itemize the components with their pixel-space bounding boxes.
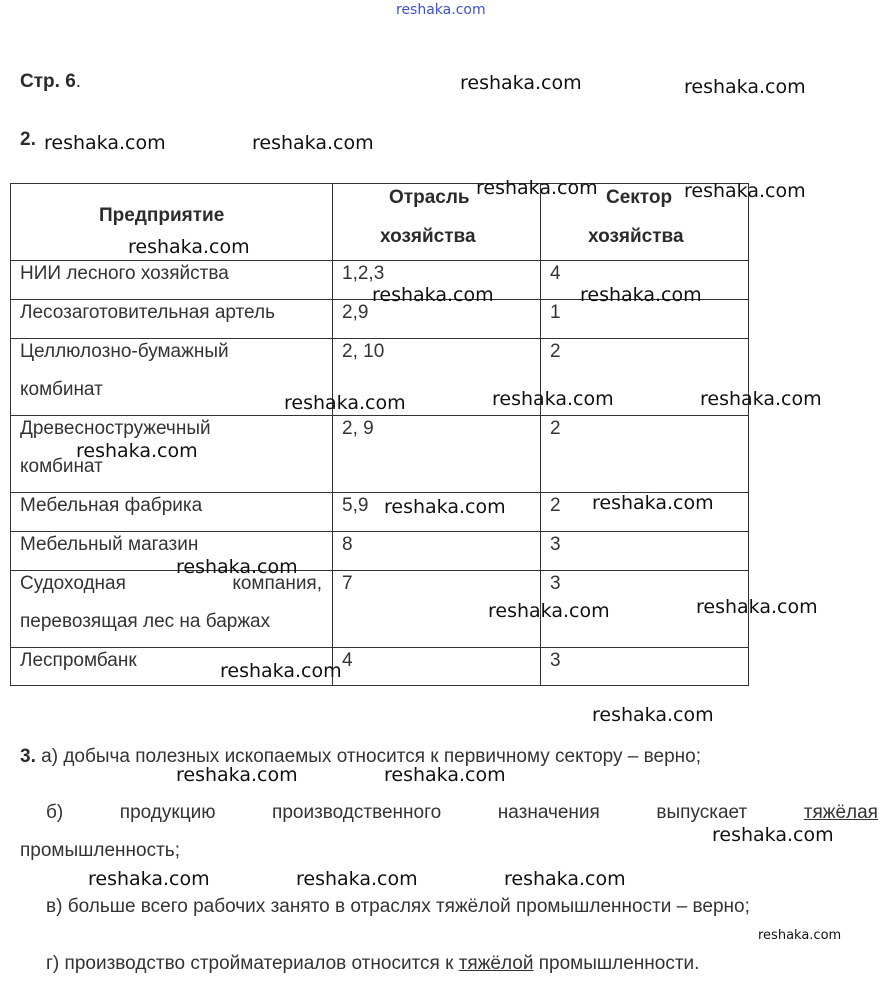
row-3-enterprise-line2: комбинат xyxy=(20,379,103,400)
g-text-before: г) производство стройматериалов относится к xyxy=(46,953,459,974)
watermark: reshaka.com xyxy=(460,72,582,94)
task-3-item-a xyxy=(20,746,701,768)
watermark: reshaka.com xyxy=(684,180,806,202)
task-3-item-b-line2: промышленность; xyxy=(20,840,180,861)
row-7-word-1: Судоходная xyxy=(20,573,126,594)
page-heading: Стр. 6. xyxy=(20,71,82,92)
watermark: reshaka.com xyxy=(88,868,210,890)
row-1-enterprise: НИИ лесного хозяйства xyxy=(20,263,229,284)
row-2-sector: 1 xyxy=(550,302,561,323)
task-3-item-g xyxy=(46,953,699,975)
watermark: reshaka.com xyxy=(384,496,506,518)
task-3-label: 3. xyxy=(20,746,36,767)
b-word-5: выпускает xyxy=(656,802,748,823)
row-1-sector: 4 xyxy=(550,263,561,284)
row-6-sector: 3 xyxy=(550,534,561,555)
watermark: reshaka.com xyxy=(372,284,494,306)
row-5-branch: 5,9 xyxy=(342,495,369,516)
row-5-sector: 2 xyxy=(550,495,561,516)
task-3-item-b-line1 xyxy=(46,802,878,824)
row-7-sector: 3 xyxy=(550,573,561,594)
header-branch-line2: хозяйства xyxy=(380,226,476,247)
watermark: reshaka.com xyxy=(592,492,714,514)
watermark: reshaka.com xyxy=(580,284,702,306)
b-word-1: б) xyxy=(46,802,64,823)
watermark: reshaka.com xyxy=(176,764,298,786)
watermark: reshaka.com xyxy=(252,132,374,154)
row-8-branch: 4 xyxy=(342,650,353,671)
row-7-word-2: компания, xyxy=(232,573,322,594)
row-3-enterprise-line1: Целлюлозно-бумажный xyxy=(20,341,229,362)
watermark-small: reshaka.com xyxy=(758,928,842,943)
g-underlined-word: тяжёлой xyxy=(458,953,534,974)
watermark: reshaka.com xyxy=(696,596,818,618)
b-word-4: назначения xyxy=(497,802,600,823)
row-2-enterprise: Лесозаготовительная артель xyxy=(20,302,275,323)
row-5-enterprise: Мебельная фабрика xyxy=(20,495,203,516)
task-2-label: 2. xyxy=(20,129,36,150)
watermark: reshaka.com xyxy=(296,868,418,890)
row-4-enterprise-line2: комбинат xyxy=(20,456,103,477)
watermark: reshaka.com xyxy=(712,824,834,846)
row-3-sector: 2 xyxy=(550,341,561,362)
row-4-enterprise-line1: Древесностружечный xyxy=(20,418,211,439)
watermark: reshaka.com xyxy=(488,600,610,622)
header-enterprise: Предприятие xyxy=(99,205,225,226)
watermark: reshaka.com xyxy=(504,868,626,890)
watermark: reshaka.com xyxy=(44,132,166,154)
row-3-branch: 2, 10 xyxy=(342,341,385,362)
row-2-branch: 2,9 xyxy=(342,302,369,323)
watermark: reshaka.com xyxy=(492,388,614,410)
watermark: reshaka.com xyxy=(476,177,598,199)
row-7-branch: 7 xyxy=(342,573,353,594)
watermark: reshaka.com xyxy=(76,440,198,462)
watermark: reshaka.com xyxy=(684,76,806,98)
header-branch-line1: Отрасль xyxy=(389,187,470,208)
b-underlined-word: тяжёлая xyxy=(803,802,878,823)
watermark: reshaka.com xyxy=(128,236,250,258)
g-text-after: промышленности. xyxy=(533,953,700,974)
row-4-sector: 2 xyxy=(550,418,561,439)
task-3-item-v: в) больше всего рабочих занято в отраслях тяжёлой промышленности – верно; xyxy=(46,896,750,917)
row-8-sector: 3 xyxy=(550,650,561,671)
watermark: reshaka.com xyxy=(384,764,506,786)
watermark-top: reshaka.com xyxy=(396,2,486,18)
header-sector-line1: Сектор xyxy=(606,187,673,208)
task-3-a-text: а) добыча полезных ископаемых относится к первичному сектору – верно; xyxy=(41,746,701,767)
watermark: reshaka.com xyxy=(700,388,822,410)
row-1-branch: 1,2,3 xyxy=(342,263,385,284)
header-sector-line2: хозяйства xyxy=(588,226,684,247)
row-7-enterprise-line2: перевозящая лес на баржах xyxy=(20,611,271,632)
row-4-branch: 2, 9 xyxy=(342,418,374,439)
row-6-branch: 8 xyxy=(342,534,353,555)
watermark: reshaka.com xyxy=(220,660,342,682)
b-word-2: продукцию xyxy=(119,802,216,823)
watermark: reshaka.com xyxy=(176,556,298,578)
row-6-enterprise: Мебельный магазин xyxy=(20,534,199,555)
b-word-3: производственного xyxy=(272,802,442,823)
page-heading-text: Стр. 6 xyxy=(20,71,76,92)
watermark: reshaka.com xyxy=(284,392,406,414)
row-8-enterprise: Леспромбанк xyxy=(20,650,137,671)
watermark: reshaka.com xyxy=(592,704,714,726)
